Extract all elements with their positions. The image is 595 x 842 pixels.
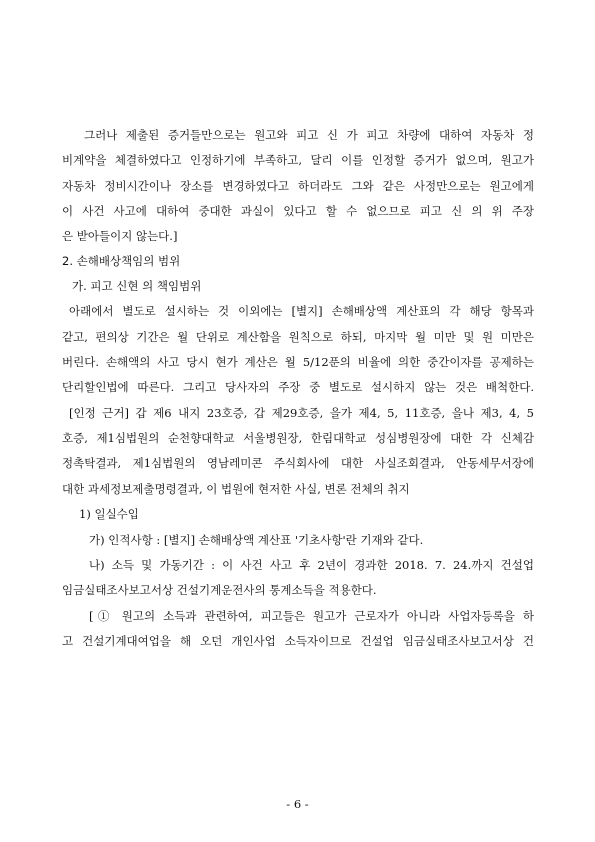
- paragraph-line: 임금실태조사보고서상 건설기계운전사의 통계소득을 적용한다.: [62, 583, 377, 597]
- paragraph-line: 같고, 편의상 기간은 월 단위로 계산함을 원칙으로 하되, 마지막 월 미만 및 원 미만은: [62, 330, 534, 344]
- paragraph-line: 가) 인적사항 : [별지] 손해배상액 계산표 '기초사항'란 기재와 같다.: [89, 533, 424, 547]
- paragraph-line: 이 사건 사고에 대하여 중대한 과실이 있다고 할 수 없으므로 피고 신 의 위 주장: [62, 204, 534, 218]
- paragraph-line: 아래에서 별도로 설시하는 것 이외에는 [별지] 손해배상액 계산표의 각 해당 항목과: [69, 304, 534, 318]
- subsection-heading: 가. 피고 신현 의 책임범위: [72, 279, 202, 293]
- paragraph-line: 정촉탁결과, 제1심법원의 영남레미콘 주식회사에 대한 사실조회결과, 안동세무서장에: [62, 456, 534, 470]
- item-heading: 1) 일실수입: [79, 507, 139, 521]
- paragraph-line: 대한 과세정보제출명령결과, 이 법원에 현저한 사실, 변론 전체의 취지: [62, 482, 410, 496]
- paragraph-line: 호증, 제1심법원의 순천향대학교 서울병원장, 한림대학교 성심병원장에 대한 각 신체감: [62, 431, 534, 445]
- paragraph-line: 고 건설기계대여업을 해 오던 개인사업 소득자이므로 건설업 임금실태조사보고서상 건: [62, 634, 534, 648]
- paragraph-line: 은 받아들이지 않는다.]: [62, 229, 178, 243]
- paragraph-line: 버린다. 손해액의 사고 당시 현가 계산은 월 5/12푼의 비율에 의한 중간이자를 공제하는: [62, 355, 534, 369]
- paragraph-line: [① 원고의 소득과 관련하여, 피고들은 원고가 근로자가 아니라 사업자등록을 하: [89, 609, 534, 623]
- paragraph-line: 자동차 정비시간이나 장소를 변경하였다고 하더라도 그와 같은 사정만으로는 원고에게: [62, 179, 534, 193]
- paragraph-line: 단리할인법에 따른다. 그리고 당사자의 주장 중 별도로 설시하지 않는 것은 배척한다.: [62, 380, 534, 394]
- paragraph-line: 그러나 제출된 증거들만으로는 원고와 피고 신 가 피고 차량에 대하여 자동차 정: [84, 128, 534, 142]
- paragraph-line: 나) 소득 및 가동기간 : 이 사건 사고 후 2년이 경과한 2018. 7. 24.까지 건설업: [89, 558, 534, 572]
- page-number: - 6 -: [286, 797, 309, 811]
- paragraph-line: [인정 근거] 갑 제6 내지 23호증, 갑 제29호증, 을가 제4, 5, 11호증, 을나 제3, 4, 5: [69, 406, 534, 420]
- section-heading: 2. 손해배상책임의 범위: [62, 254, 181, 268]
- paragraph-line: 비계약을 체결하였다고 인정하기에 부족하고, 달리 이를 인정할 증거가 없으며, 원고가: [62, 153, 534, 167]
